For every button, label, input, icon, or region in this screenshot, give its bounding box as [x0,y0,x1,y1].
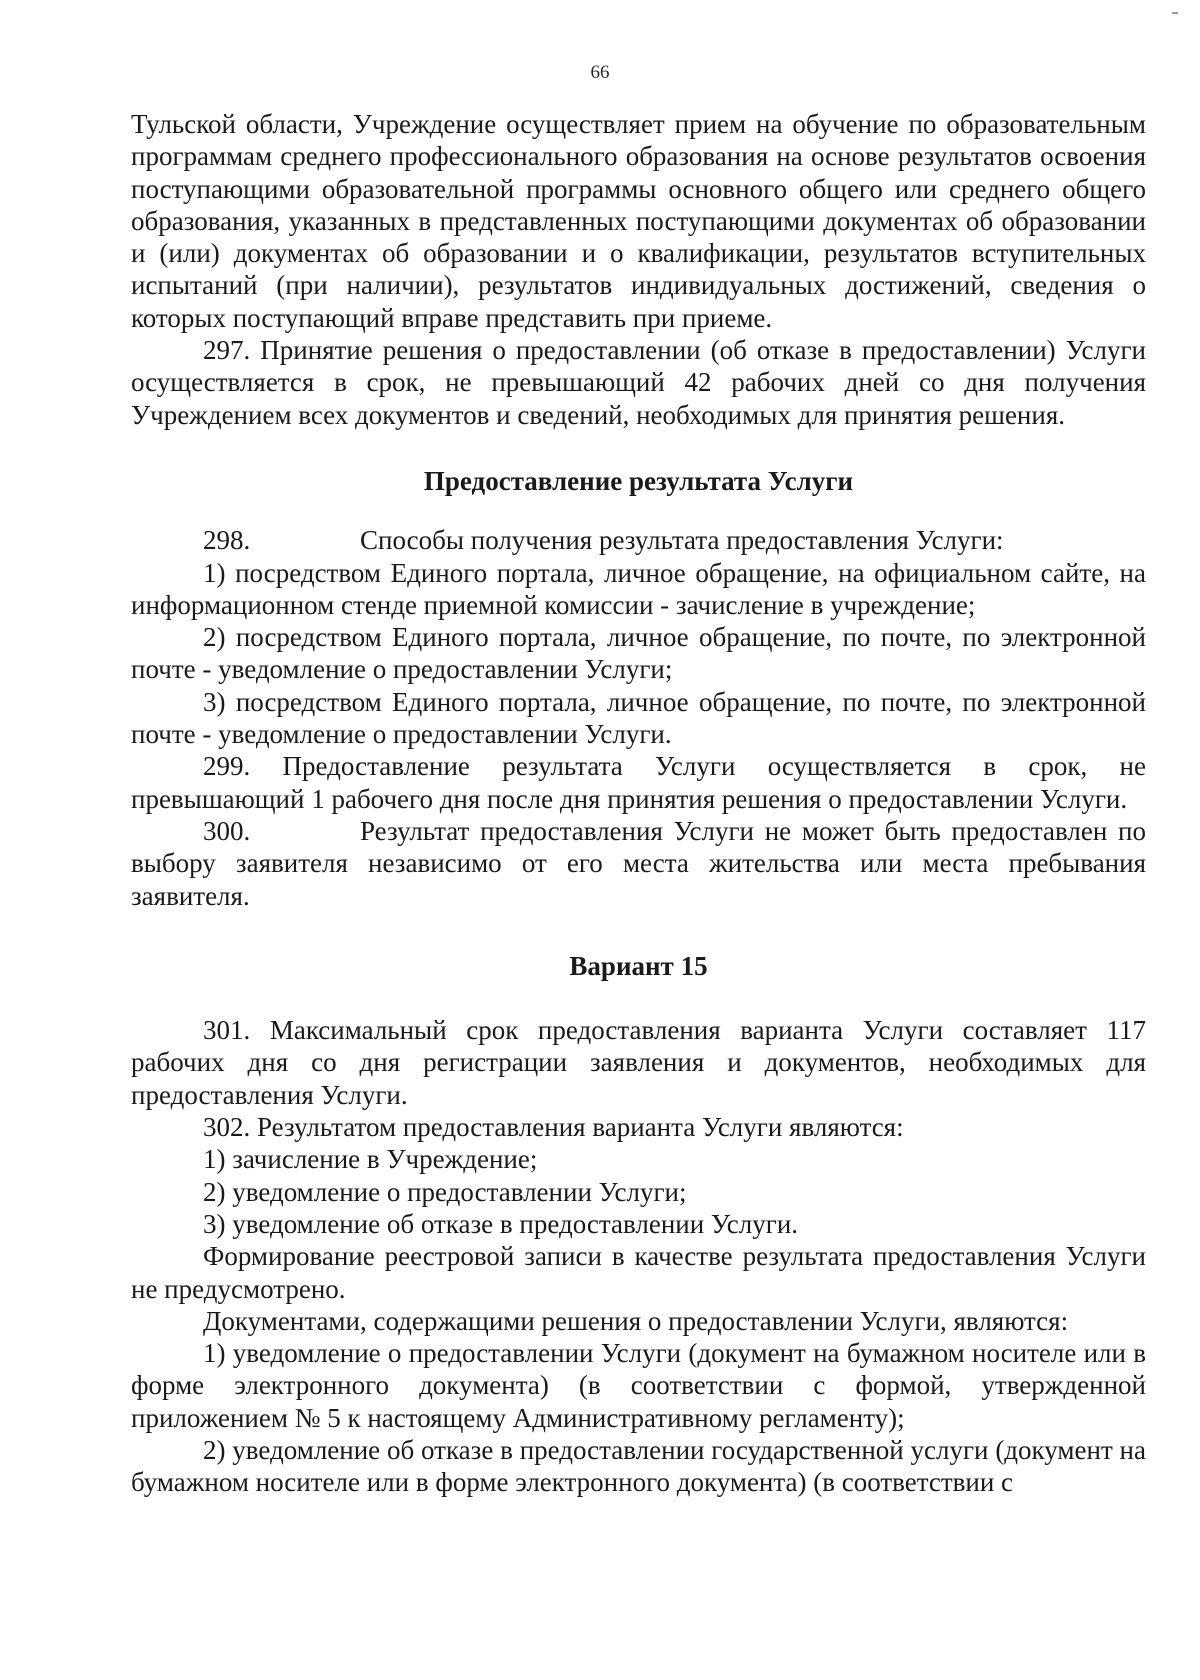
paragraph-298-text: Способы получения результата предоставления Услуги: [360,525,1004,556]
page-number: 66 [590,62,610,83]
document-body [131,108,1146,1499]
list-item-302-2: 2) уведомление о предоставлении Услуги; [203,1176,687,1207]
list-item-298-3: 3) посредством Единого портала, личное обращение, по почте, по электронной почте - уведомление о предоставлении Услуги. [131,686,1146,750]
paragraph-registry: Формирование реестровой записи в качестве результата предоставления Услуги не предусмотрено. [131,1241,1146,1304]
paragraph-298 [131,524,1146,556]
list-item-302-3: 3) уведомление об отказе в предоставлении Услуги. [203,1208,799,1239]
list-item-docs-2: 2) уведомление об отказе в предоставлении государственной услуги (документ на бумажном носителе или в форме электронного документа) (в соответствии с [131,1434,1146,1498]
list-item-302-1: 1) зачисление в Учреждение; [203,1144,538,1175]
paragraph-299: 299. Предоставление результата Услуги осуществляется в срок, не превышающий 1 рабочего дня после дня принятия решения о предоставлении Услуги. [131,751,1146,814]
paragraph-300-number: 300. [203,815,251,846]
paragraph-302: 302. Результатом предоставления варианта Услуги являются: [203,1112,904,1143]
paragraph-documents: Документами, содержащими решения о предоставлении Услуги, являются: [203,1305,1069,1336]
list-item-298-1: 1) посредством Единого портала, личное обращение, на официальном сайте, на информационном стенде приемной комиссии - зачисление в учреждение; [131,557,1146,620]
paragraph-297: 297. Принятие решения о предоставлении (об отказе в предоставлении) Услуги осуществляется в срок, не превышающий 42 рабочих дней со дня получения Учреждением всех документов и сведений, необходимых для принятия решения. [131,335,1146,430]
list-item-docs-1: 1) уведомление о предоставлении Услуги (документ на бумажном носителе или в форме электронного документа) (в соответствии с формой, утвержденной приложением № 5 к настоящему Административному регламенту); [131,1338,1146,1433]
scan-mark [1172,12,1178,14]
paragraph-continuation: Тульской области, Учреждение осуществляет прием на обучение по образовательным программам среднего профессионального образования на основе результатов освоения поступающими образовательной программы основного общего или среднего общего образования, указанных в представленных поступающими документах об образовании и (или) документах об образовании и о квалификации, результатов вступительных испытаний (при наличии), результатов индивидуальных достижений, сведения о которых поступающий вправе представить при приеме. [131,109,1146,333]
paragraph-301: 301. Максимальный срок предоставления варианта Услуги составляет 117 рабочих дня со дня регистрации заявления и документов, необходимых для предоставления Услуги. [131,1015,1146,1110]
section-heading-variant: Вариант 15 [569,950,708,981]
paragraph-300-text: Результат предоставления Услуги не может быть предоставлен по выбору заявителя независимо от его места жительства или места пребывания заявителя. [131,815,1146,911]
list-item-298-2: 2) посредством Единого портала, личное обращение, по почте, по электронной почте - уведомление о предоставлении Услуги; [131,622,1146,685]
paragraph-300 [131,815,1146,912]
paragraph-298-number: 298. [203,525,251,556]
section-heading-result: Предоставление результата Услуги [423,465,854,496]
